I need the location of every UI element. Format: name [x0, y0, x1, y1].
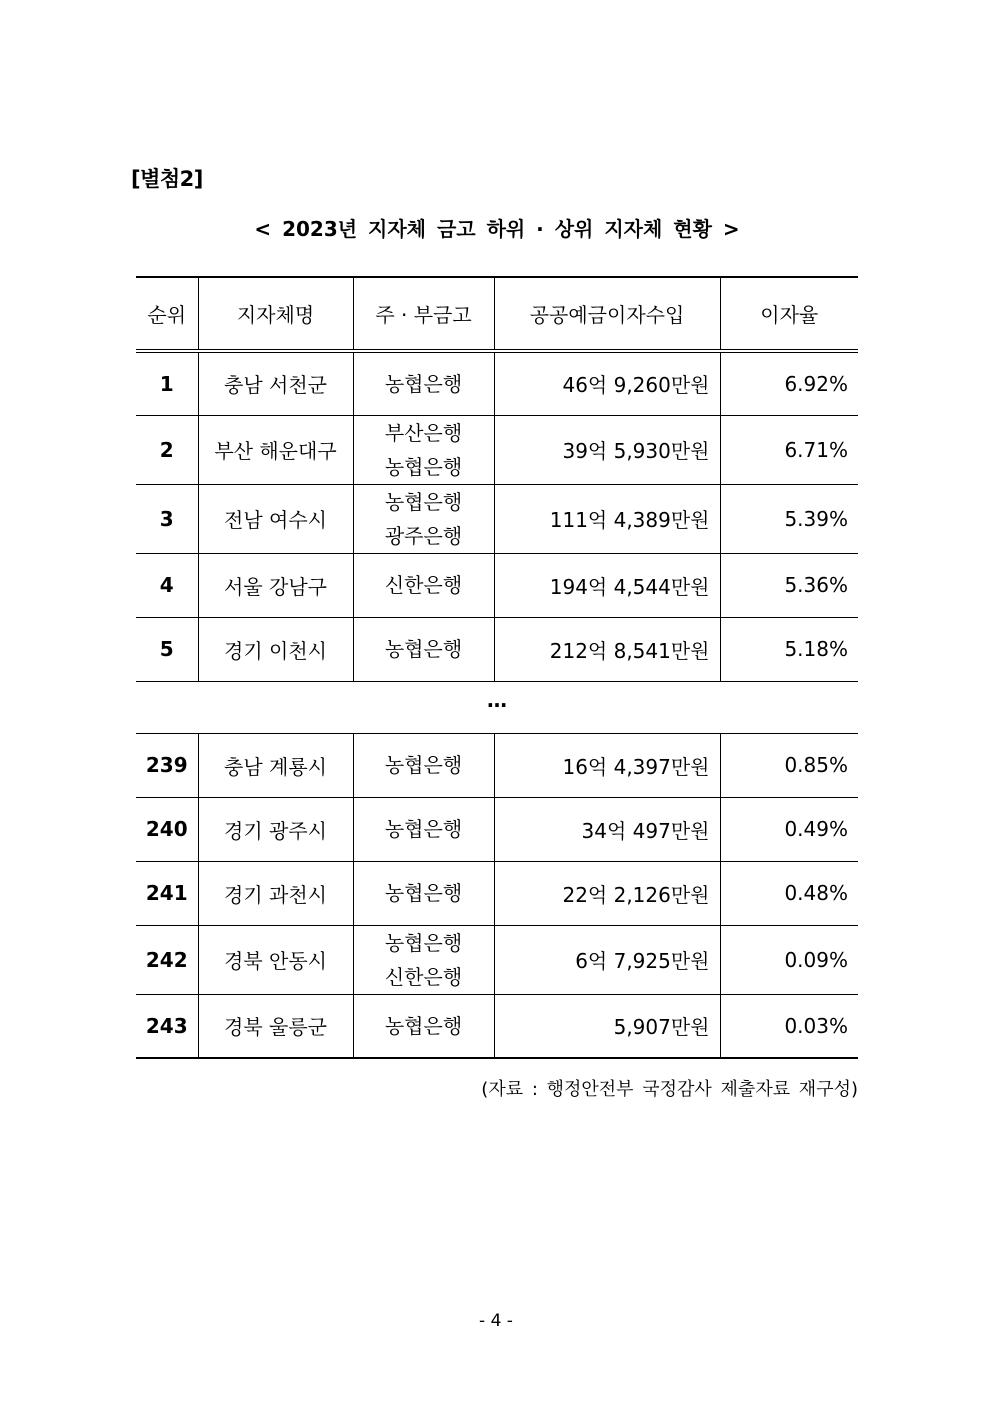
table-row: [136, 351, 858, 415]
bank-cell: [353, 797, 494, 861]
source-note: (자료 : 행정안전부 국정감사 제출자료 재구성): [481, 1079, 858, 1100]
interest-income-cell: 22억 2,126만원: [494, 861, 720, 925]
rank-cell: 241: [136, 861, 198, 925]
municipality-cell: 부산 해운대구: [198, 415, 353, 484]
bank-cell: [353, 415, 494, 484]
table-header: [136, 277, 858, 351]
interest-rate-cell: 0.09%: [720, 925, 858, 994]
attachment-label: [별첨2]: [131, 167, 203, 191]
interest-rate-cell: 6.92%: [720, 351, 858, 415]
bank-cell: [353, 484, 494, 553]
table-row: [136, 553, 858, 617]
bank-name: 부산은행: [384, 420, 463, 445]
bank-cell: [353, 925, 494, 994]
table-row: [136, 994, 858, 1058]
municipality-cell: 충남 서천군: [198, 351, 353, 415]
bank-name: 농협은행: [384, 637, 463, 661]
bank-cell: [353, 617, 494, 681]
rank-cell: 3: [136, 484, 198, 553]
bank-name: 농협은행: [384, 1013, 463, 1038]
table-row: [136, 797, 858, 861]
bank-name: 농협은행: [384, 489, 463, 514]
rank-cell: 239: [136, 733, 198, 797]
table-row: [136, 733, 858, 797]
municipality-cell: 경기 이천시: [198, 617, 353, 681]
bank-cell: [353, 553, 494, 617]
municipality-cell: 경북 울릉군: [198, 994, 353, 1058]
bank-cell: [353, 733, 494, 797]
bank-name: 광주은행: [384, 523, 463, 548]
municipality-cell: 서울 강남구: [198, 553, 353, 617]
bank-name: 신한은행: [384, 573, 463, 597]
interest-rate-cell: 0.48%: [720, 861, 858, 925]
rank-cell: 5: [136, 617, 198, 681]
header-rank: 순위: [136, 277, 198, 351]
interest-rate-cell: 0.49%: [720, 797, 858, 861]
ellipsis-row: [136, 681, 858, 733]
table-row: [136, 484, 858, 553]
interest-income-cell: 212억 8,541만원: [494, 617, 720, 681]
municipality-ranking-table: [136, 276, 858, 1059]
bank-cell: [353, 351, 494, 415]
header-interest-rate: 이자율: [720, 277, 858, 351]
bank-name: 농협은행: [384, 930, 463, 955]
rank-cell: 240: [136, 797, 198, 861]
table-row: [136, 617, 858, 681]
rank-cell: 243: [136, 994, 198, 1058]
interest-income-cell: 194억 4,544만원: [494, 553, 720, 617]
interest-rate-cell: 5.36%: [720, 553, 858, 617]
municipality-cell: 충남 계룡시: [198, 733, 353, 797]
bank-cell: [353, 861, 494, 925]
table-row: [136, 415, 858, 484]
interest-income-cell: 111억 4,389만원: [494, 484, 720, 553]
municipality-cell: 전남 여수시: [198, 484, 353, 553]
rank-cell: 2: [136, 415, 198, 484]
interest-rate-cell: 5.39%: [720, 484, 858, 553]
interest-income-cell: 39억 5,930만원: [494, 415, 720, 484]
interest-rate-cell: 6.71%: [720, 415, 858, 484]
rank-cell: 4: [136, 553, 198, 617]
bank-cell: [353, 994, 494, 1058]
bank-name: 농협은행: [384, 881, 463, 905]
interest-income-cell: 46억 9,260만원: [494, 351, 720, 415]
bank-name: 농협은행: [384, 454, 463, 479]
document-title: < 2023년 지자체 금고 하위 · 상위 지자체 현황 >: [254, 217, 740, 241]
municipality-cell: 경북 안동시: [198, 925, 353, 994]
table-row: [136, 861, 858, 925]
bank-name: 신한은행: [384, 964, 463, 989]
interest-income-cell: 5,907만원: [494, 994, 720, 1058]
interest-rate-cell: 5.18%: [720, 617, 858, 681]
page-number: - 4 -: [479, 1311, 513, 1331]
municipality-cell: 경기 광주시: [198, 797, 353, 861]
rank-cell: 242: [136, 925, 198, 994]
interest-income-cell: 6억 7,925만원: [494, 925, 720, 994]
municipality-cell: 경기 과천시: [198, 861, 353, 925]
bank-name: 농협은행: [384, 371, 463, 396]
bank-name: 농협은행: [384, 817, 463, 841]
interest-income-cell: 16억 4,397만원: [494, 733, 720, 797]
table-row: [136, 925, 858, 994]
header-bank: 주 · 부금고: [353, 277, 494, 351]
ellipsis-cell: …: [136, 681, 858, 733]
header-interest-income: 공공예금이자수입: [494, 277, 720, 351]
interest-rate-cell: 0.85%: [720, 733, 858, 797]
header-municipality: 지자체명: [198, 277, 353, 351]
interest-income-cell: 34억 497만원: [494, 797, 720, 861]
rank-cell: 1: [136, 351, 198, 415]
interest-rate-cell: 0.03%: [720, 994, 858, 1058]
table-body: [136, 351, 858, 1058]
bank-name: 농협은행: [384, 753, 463, 777]
